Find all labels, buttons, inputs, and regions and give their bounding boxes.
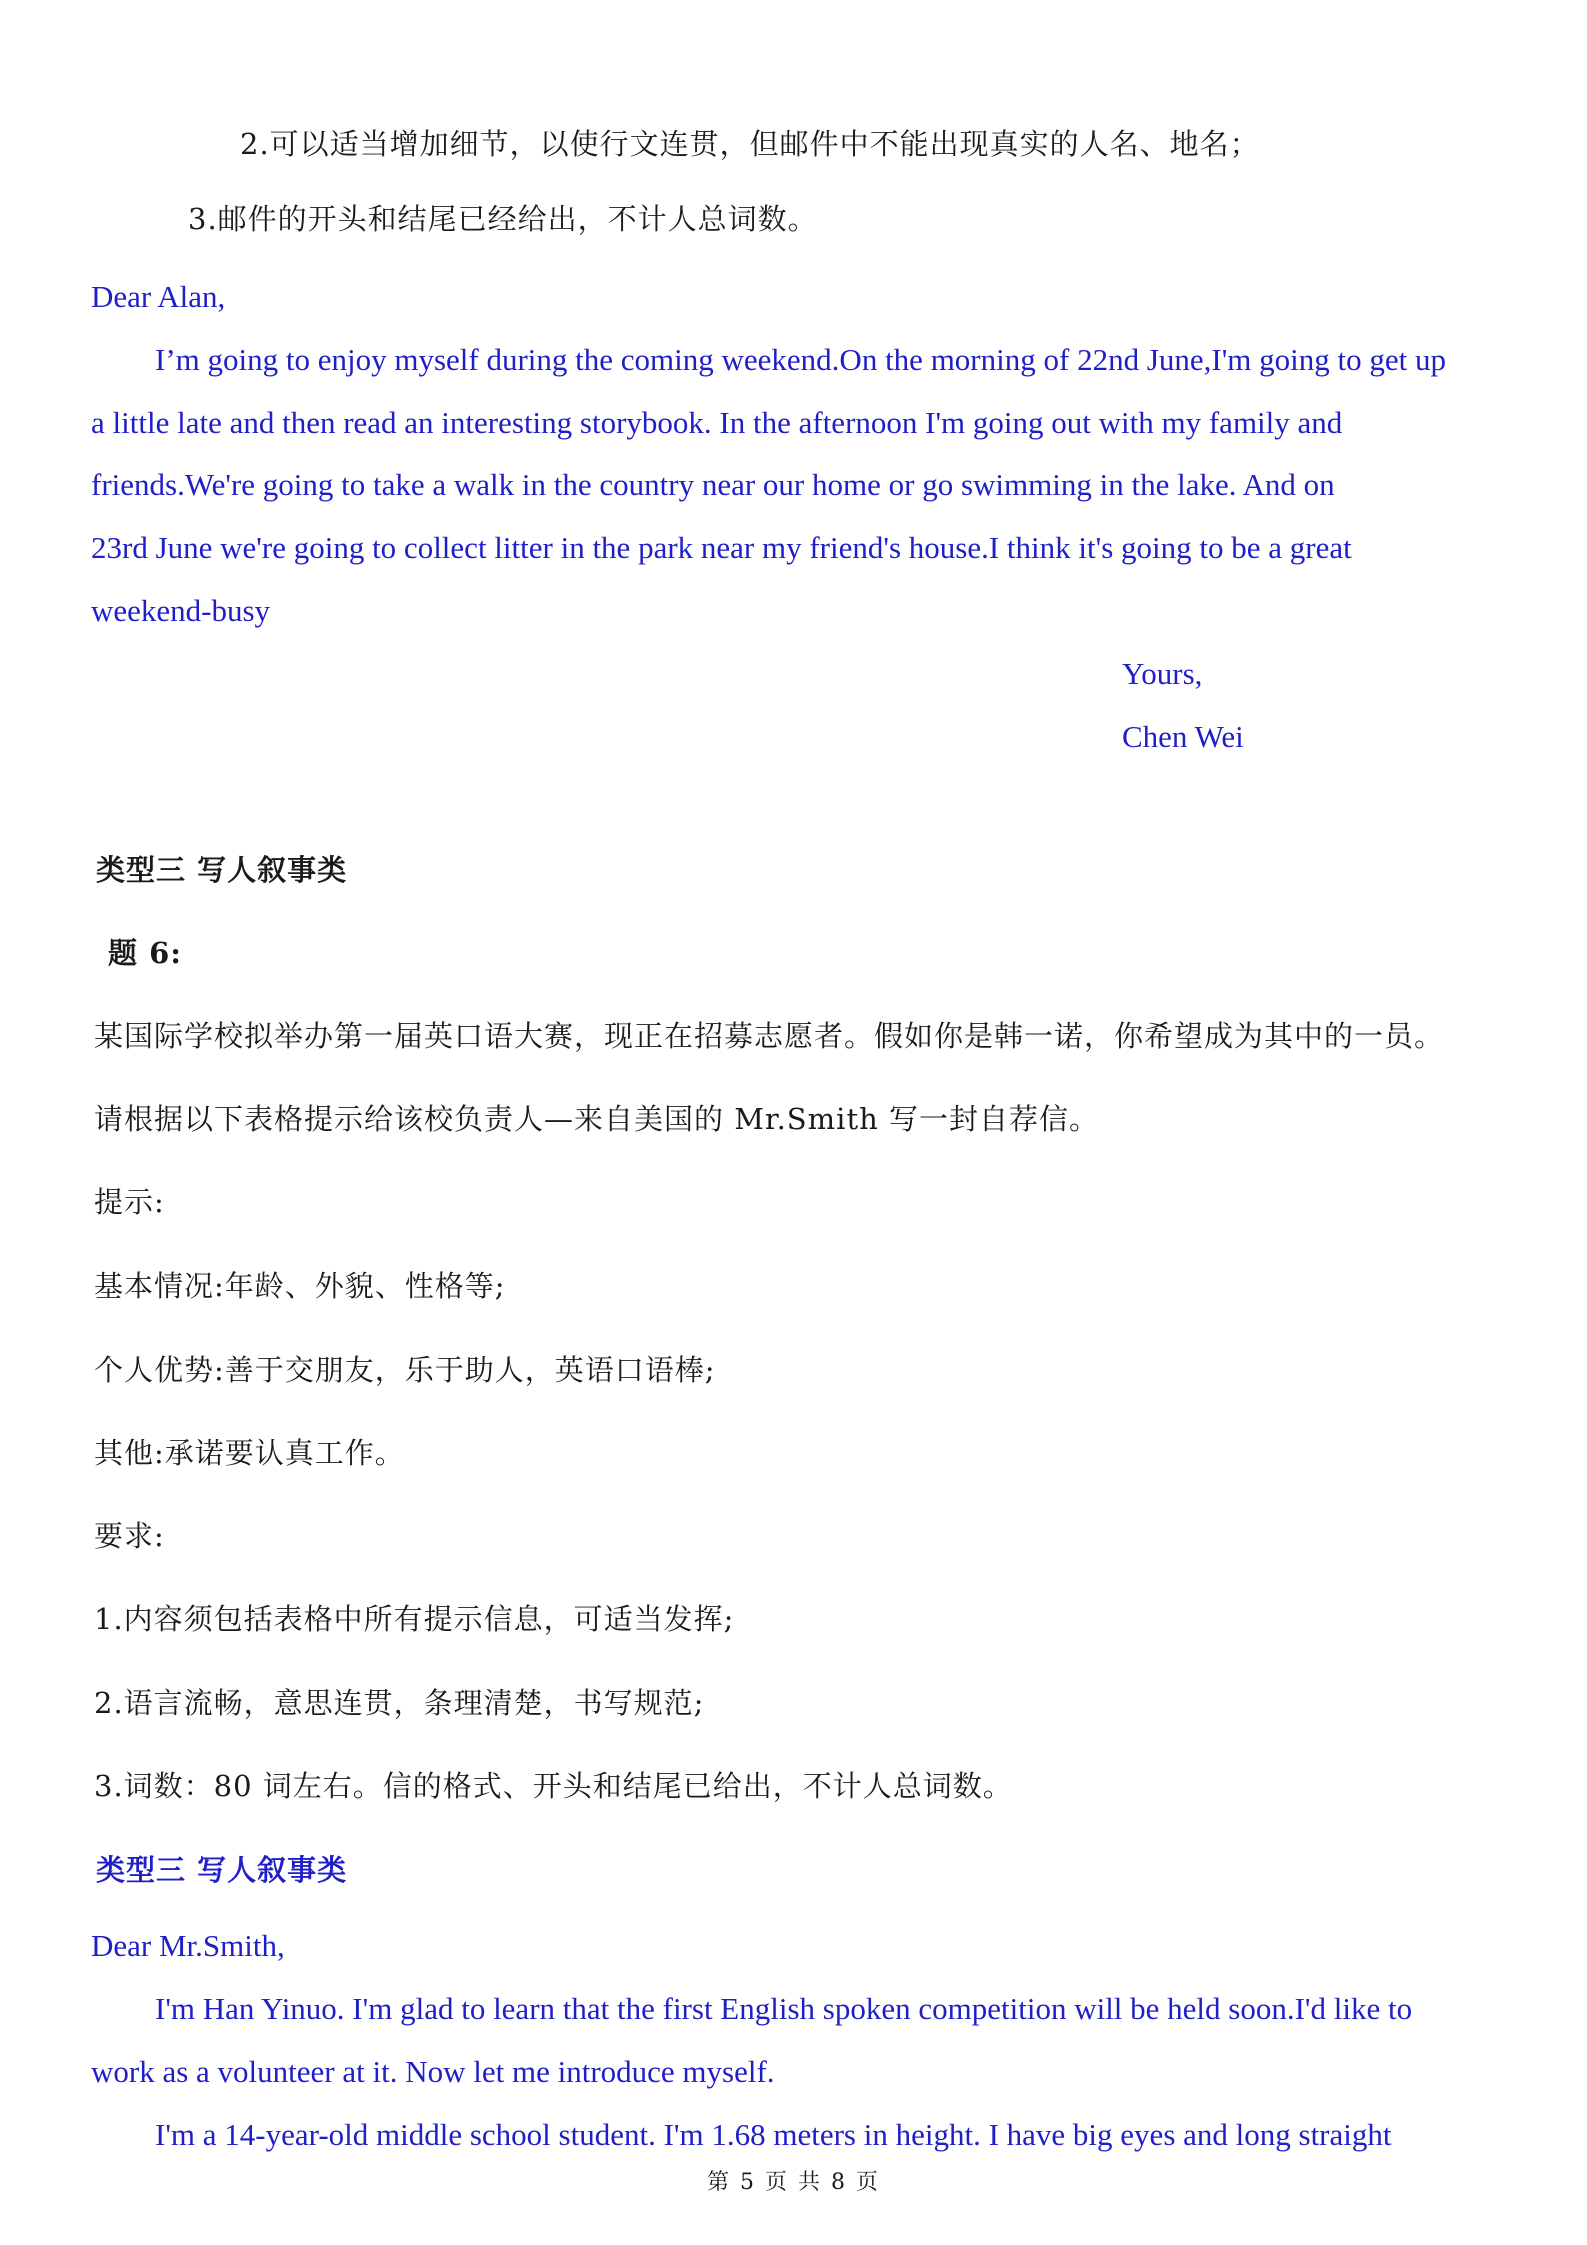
question-line: 2.语言流畅，意思连贯，条理清楚，书写规范; [94,1686,705,1720]
answer-salutation: Dear Mr.Smith, [91,1928,285,1963]
question-line: 提示: [94,1185,165,1219]
question-line: 其他:承诺要认真工作。 [94,1436,405,1470]
letter1-closing: Yours, [1122,656,1203,691]
letter1-salutation: Dear Alan, [91,279,226,314]
question-line: 要求: [94,1519,165,1553]
question-line: 个人优势:善于交朋友，乐于助人，英语口语棒; [94,1353,716,1387]
question-line: 3.词数：80 词左右。信的格式、开头和结尾已给出，不计人总词数。 [94,1769,1013,1803]
letter1-body-line: a little late and then read an interesting storybook. In the afternoon I'm going out with my family and [91,405,1343,440]
letter1-signature: Chen Wei [1122,719,1244,754]
section-heading: 类型三 写人叙事类 [96,853,348,887]
letter1-body-line: 23rd June we're going to collect litter in the park near my friend's house.I think it's going to be a great [91,530,1352,565]
answer-body-line: work as a volunteer at it. Now let me introduce myself. [91,2054,775,2089]
question-line: 请根据以下表格提示给该校负责人—来自美国的 Mr.Smith 写一封自荐信。 [94,1102,1099,1136]
page-footer: 第 5 页 共 8 页 [707,2170,880,2195]
letter1-body-line: friends.We're going to take a walk in the country near our home or go swimming in the lake. And on [91,467,1335,502]
instruction-line-3: 3.邮件的开头和结尾已经给出，不计人总词数。 [188,202,818,236]
question-line: 某国际学校拟举办第一届英口语大赛，现正在招募志愿者。假如你是韩一诺，你希望成为其中的一员。 [94,1019,1445,1053]
letter1-body-line: weekend-busy [91,593,271,628]
letter1-body-line: I’m going to enjoy myself during the coming weekend.On the morning of 22nd June,I'm going to get up [155,342,1447,377]
answer-body-line: I'm Han Yinuo. I'm glad to learn that the first English spoken competition will be held soon.I'd like to [155,1991,1413,2026]
question-label: 题 6: [108,936,182,970]
answer-heading: 类型三 写人叙事类 [96,1853,348,1887]
question-line: 1.内容须包括表格中所有提示信息，可适当发挥; [94,1602,735,1636]
instruction-line-2: 2.可以适当增加细节，以使行文连贯，但邮件中不能出现真实的人名、地名； [240,127,1260,161]
question-line: 基本情况:年龄、外貌、性格等; [94,1269,506,1303]
answer-body-line: I'm a 14-year-old middle school student. I'm 1.68 meters in height. I have big eyes and long straight [155,2117,1392,2152]
